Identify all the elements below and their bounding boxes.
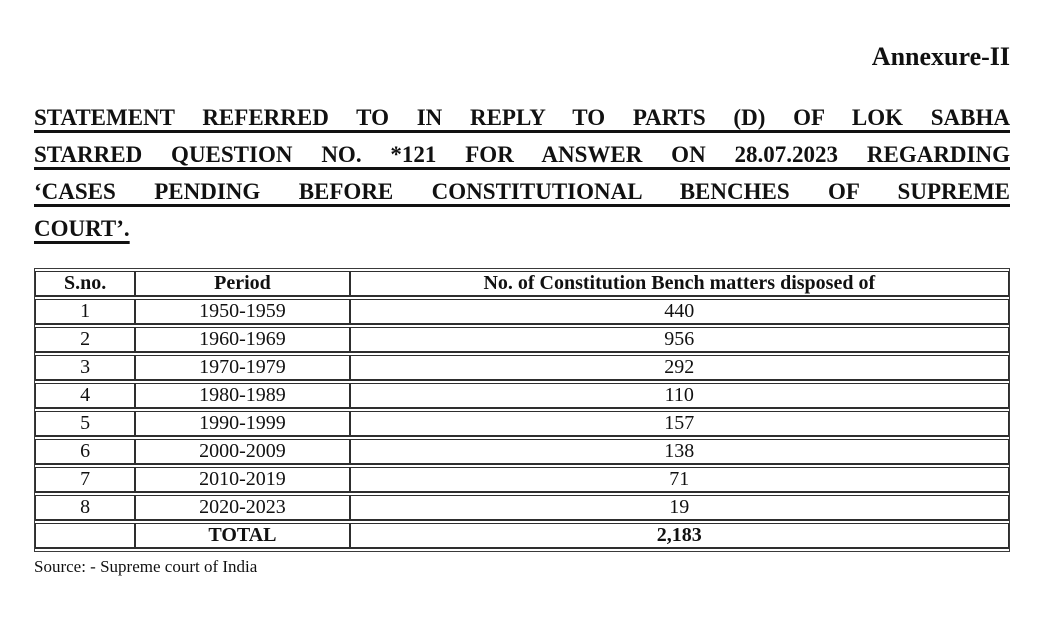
cell-sno: 2 <box>35 327 135 353</box>
cell-sno: 7 <box>35 467 135 493</box>
heading-line-1: STATEMENT REFERRED TO IN REPLY TO PARTS (D) OF LOK SABHA <box>34 105 1010 130</box>
cell-disposed: 956 <box>350 327 1009 353</box>
cell-period: 2000-2009 <box>135 439 349 465</box>
total-label-cell: TOTAL <box>135 523 349 549</box>
source-note: Source: - Supreme court of India <box>34 557 258 576</box>
cell-sno: 6 <box>35 439 135 465</box>
cell-sno: 3 <box>35 355 135 381</box>
document-page <box>0 42 1062 630</box>
annexure-label: Annexure-II <box>871 42 1010 71</box>
cell-period: 2020-2023 <box>135 495 349 521</box>
table-row <box>35 467 1009 493</box>
cell-disposed: 157 <box>350 411 1009 437</box>
statement-heading <box>34 99 1010 247</box>
table-row <box>35 495 1009 521</box>
table-total-row <box>35 523 1009 549</box>
table-row <box>35 383 1009 409</box>
cell-period: 2010-2019 <box>135 467 349 493</box>
constitution-bench-table <box>34 268 1010 552</box>
header-cell-disposed: No. of Constitution Bench matters disposed of <box>350 271 1009 297</box>
header-cell-sno: S.no. <box>35 271 135 297</box>
cell-disposed: 110 <box>350 383 1009 409</box>
cell-sno: 8 <box>35 495 135 521</box>
cell-disposed: 440 <box>350 299 1009 325</box>
cell-sno: 5 <box>35 411 135 437</box>
table-row <box>35 327 1009 353</box>
table-row <box>35 355 1009 381</box>
table-row <box>35 299 1009 325</box>
cell-disposed: 292 <box>350 355 1009 381</box>
total-value-cell: 2,183 <box>350 523 1009 549</box>
cell-sno: 4 <box>35 383 135 409</box>
cell-period: 1990-1999 <box>135 411 349 437</box>
heading-line-4: COURT’. <box>34 216 130 241</box>
cell-disposed: 138 <box>350 439 1009 465</box>
table-row <box>35 439 1009 465</box>
total-sno-cell <box>35 523 135 549</box>
header-cell-period: Period <box>135 271 349 297</box>
cell-period: 1960-1969 <box>135 327 349 353</box>
cell-period: 1980-1989 <box>135 383 349 409</box>
cell-period: 1970-1979 <box>135 355 349 381</box>
cell-disposed: 19 <box>350 495 1009 521</box>
cell-sno: 1 <box>35 299 135 325</box>
heading-line-2: STARRED QUESTION NO. *121 FOR ANSWER ON 28.07.2023 REGARDING <box>34 142 1010 167</box>
heading-line-3: ‘CASES PENDING BEFORE CONSTITUTIONAL BENCHES OF SUPREME <box>34 179 1010 204</box>
cell-disposed: 71 <box>350 467 1009 493</box>
table-row <box>35 411 1009 437</box>
table-header-row <box>35 271 1009 297</box>
cell-period: 1950-1959 <box>135 299 349 325</box>
